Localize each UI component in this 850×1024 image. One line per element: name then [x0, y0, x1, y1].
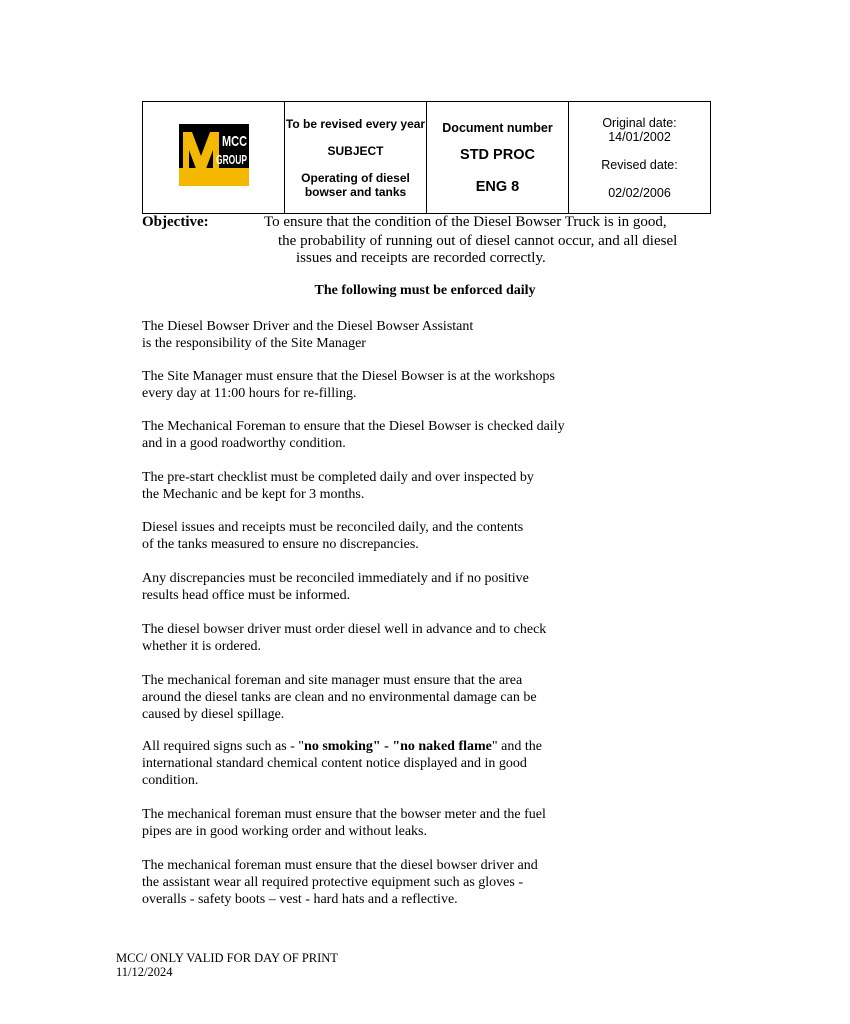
svg-text:GROUP: GROUP [215, 152, 247, 167]
logo-cell [143, 102, 285, 214]
footer-print-date: 11/12/2024 [116, 965, 173, 979]
paragraph-line: condition. [142, 773, 199, 788]
paragraph-line: Diesel issues and receipts must be reconciled daily, and the contents [142, 520, 524, 535]
paragraph-line: The Site Manager must ensure that the Diesel Bowser is at the workshops [142, 369, 555, 384]
document-header-table [142, 101, 711, 214]
objective-label: Objective: [142, 214, 209, 230]
paragraph [142, 672, 537, 723]
paragraph-line: whether it is ordered. [142, 639, 261, 654]
paragraph-line: the Mechanic and be kept for 3 months. [142, 487, 365, 502]
paragraph-line: The Mechanical Foreman to ensure that the Diesel Bowser is checked daily [142, 419, 565, 434]
paragraph [142, 368, 555, 402]
paragraph [142, 806, 546, 840]
paragraph-line: every day at 11:00 hours for re-filling. [142, 386, 357, 401]
paragraph [142, 469, 534, 503]
document-number-label: Document number [442, 120, 553, 135]
footer-validity: MCC/ ONLY VALID FOR DAY OF PRINT [116, 951, 338, 965]
svg-text:MCC: MCC [221, 133, 247, 150]
document-number-line2: ENG 8 [475, 178, 520, 195]
paragraph-line: pipes are in good working order and without leaks. [142, 824, 427, 839]
dates-cell [569, 102, 711, 214]
enforce-heading: The following must be enforced daily [314, 283, 536, 298]
paragraph-line: The pre-start checklist must be completed daily and over inspected by [142, 470, 534, 485]
paragraph-line: Any discrepancies must be reconciled immediately and if no positive [142, 571, 529, 586]
paragraph-line: around the diesel tanks are clean and no environmental damage can be [142, 690, 537, 705]
objective-line: issues and receipts are recorded correctly. [296, 250, 546, 266]
mcc-group-logo [179, 124, 249, 186]
document-number-cell [427, 102, 569, 214]
paragraph-line: The mechanical foreman must ensure that the diesel bowser driver and [142, 858, 538, 873]
paragraph [142, 318, 473, 352]
subject-label: SUBJECT [327, 143, 384, 158]
subject-text: Operating of diesel bowser and tanks [301, 170, 410, 199]
objective-line: the probability of running out of diesel cannot occur, and all diesel [278, 233, 678, 249]
original-date: 14/01/2002 [608, 129, 671, 144]
revised-date-label: Revised date: [601, 157, 678, 172]
paragraph-line: the assistant wear all required protective equipment such as gloves - [142, 875, 523, 890]
paragraph-line: is the responsibility of the Site Manager [142, 336, 366, 351]
objective-line: To ensure that the condition of the Diesel Bowser Truck is in good, [264, 214, 667, 230]
no-smoking-no-naked-flame: no smoking" - "no naked flame [304, 739, 492, 754]
paragraph-line: and in a good roadworthy condition. [142, 436, 346, 451]
paragraph [142, 570, 529, 604]
paragraph [142, 418, 565, 452]
paragraph-line: of the tanks measured to ensure no discrepancies. [142, 537, 419, 552]
paragraph-line: international standard chemical content notice displayed and in good [142, 756, 527, 771]
footer [116, 951, 338, 979]
revised-date: 02/02/2006 [608, 185, 671, 200]
paragraph-line: The diesel bowser driver must order diesel well in advance and to check [142, 622, 547, 637]
paragraph-signs [142, 738, 542, 789]
paragraph [142, 621, 546, 655]
paragraph [142, 519, 523, 553]
original-date-label: Original date: [602, 115, 677, 130]
paragraph-line: results head office must be informed. [142, 588, 351, 603]
subject-cell [285, 102, 427, 214]
paragraph-line: The mechanical foreman must ensure that the bowser meter and the fuel [142, 807, 546, 822]
revision-note: To be revised every year [285, 116, 426, 131]
paragraph-line: The Diesel Bowser Driver and the Diesel Bowser Assistant [142, 319, 474, 334]
paragraph-line: caused by diesel spillage. [142, 707, 285, 722]
paragraph-line: overalls - safety boots – vest - hard hats and a reflective. [142, 892, 458, 907]
document-number-line1: STD PROC [460, 146, 535, 163]
paragraph-line: The mechanical foreman and site manager must ensure that the area [142, 673, 523, 688]
signs-line: All required signs such as - "no smoking" - "no naked flame" and the [142, 739, 542, 754]
paragraph [142, 857, 538, 908]
